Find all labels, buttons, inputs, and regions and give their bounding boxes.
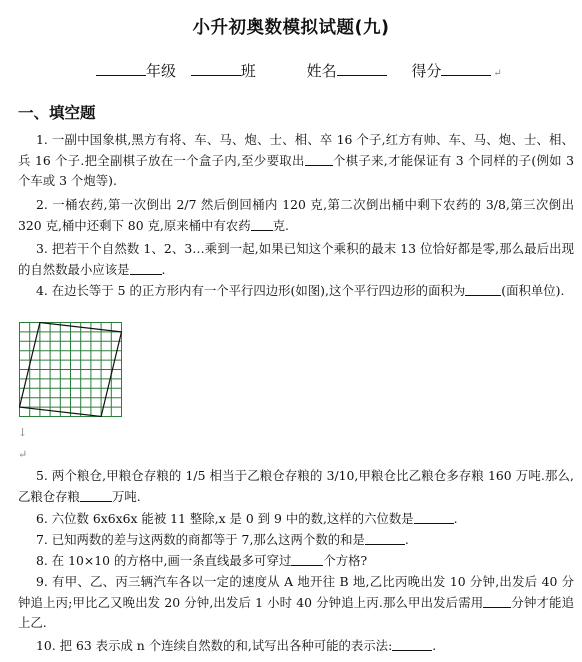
question-text: . — [432, 638, 437, 653]
section-heading: 一、填空题 — [18, 104, 96, 122]
question-text: 个棋子来,才能保证有 3 个同样的子(例如 3 个车或 3 个炮等). — [18, 152, 574, 188]
grade-blank[interactable] — [96, 61, 146, 76]
question-text: 3. 把若干个自然数 1、2、3…乘到一起,如果已知这个乘积的最末 13 位恰好都是零,那么最后出现的自然数最小应该是 — [18, 241, 574, 277]
question-1 — [18, 130, 574, 192]
question-text: 2. 一桶农药,第一次倒出 2/7 然后倒回桶内 120 克,第二次倒出桶中剩下农药的 3/8,第三次倒出 320 克,桶中还剩下 80 克,原来桶中有农药 — [18, 197, 574, 233]
question-text: 7. 已知两数的差与这两数的商都等于 7,那么这两个数的和是 — [36, 532, 365, 547]
question-text: 9. 有甲、乙、丙三辆汽车各以一定的速度从 A 地开往 B 地,乙比丙晚出发 10 分钟,出发后 40 分钟追上丙;甲比乙又晚出发 20 分钟,出发后 1 小时 40 分钟追上丙.那么甲出发后需用 — [18, 574, 574, 610]
question-text: . — [161, 261, 166, 277]
answer-blank[interactable] — [130, 261, 162, 275]
class-blank[interactable] — [191, 61, 241, 76]
grid-lines — [20, 323, 122, 417]
name-blank[interactable] — [337, 61, 387, 76]
answer-blank[interactable] — [392, 637, 432, 651]
question-2 — [18, 195, 574, 236]
question-text: (面积单位). — [501, 283, 565, 298]
student-info-line: 年级 班 姓名 得分 ↵ — [96, 60, 566, 81]
answer-blank[interactable] — [305, 152, 333, 166]
question-text: 分钟才能追上乙. — [18, 594, 574, 630]
class-label: 班 — [240, 62, 256, 80]
question-text: 克. — [272, 217, 289, 233]
question-text: 万吨. — [111, 488, 141, 504]
question-text: . — [453, 511, 458, 526]
name-label: 姓名 — [306, 62, 337, 80]
answer-blank[interactable] — [465, 282, 501, 296]
question-6 — [18, 509, 574, 530]
score-label: 得分 — [411, 62, 442, 80]
question-10 — [18, 636, 574, 657]
answer-blank[interactable] — [80, 488, 112, 502]
question-8 — [18, 551, 574, 572]
question-text: . — [404, 532, 409, 547]
page-title: 小升初奥数模拟试题(九) — [192, 18, 390, 38]
grade-label: 年级 — [146, 62, 177, 80]
question-text: 1. 一副中国象棋,黑方有将、车、马、炮、士、相、卒 16 个子,红方有帅、车、马、炮、士、相、兵 16 个子.把全副棋子放在一个盒子内,至少要取出 — [18, 132, 574, 168]
answer-blank[interactable] — [291, 552, 323, 566]
parallelogram-figure — [19, 322, 123, 418]
question-text: 4. 在边长等于 5 的正方形内有一个平行四边形(如图),这个平行四边形的面积为 — [36, 283, 466, 298]
question-text: 5. 两个粮仓,甲粮仓存粮的 1/5 相当于乙粮仓存粮的 3/10,甲粮仓比乙粮仓多存粮 160 万吨.那么,乙粮仓存粮 — [18, 468, 574, 504]
question-3 — [18, 239, 574, 280]
question-text: 10. 把 63 表示成 n 个连续自然数的和,试写出各种可能的表示法: — [36, 638, 393, 653]
question-5 — [18, 466, 574, 507]
score-blank[interactable] — [441, 61, 491, 76]
answer-blank[interactable] — [365, 531, 405, 545]
question-text: 8. 在 10×10 的方格中,画一条直线最多可穿过 — [36, 553, 292, 568]
question-9 — [18, 572, 574, 634]
answer-blank[interactable] — [414, 510, 454, 524]
answer-blank[interactable] — [483, 594, 511, 608]
question-text: 6. 六位数 6x6x6x 能被 11 整除,x 是 0 到 9 中的数,这样的六位数是 — [36, 511, 414, 526]
answer-blank[interactable] — [251, 217, 273, 231]
question-7 — [18, 530, 574, 551]
question-text: 个方格? — [323, 553, 368, 568]
question-4 — [18, 281, 574, 302]
